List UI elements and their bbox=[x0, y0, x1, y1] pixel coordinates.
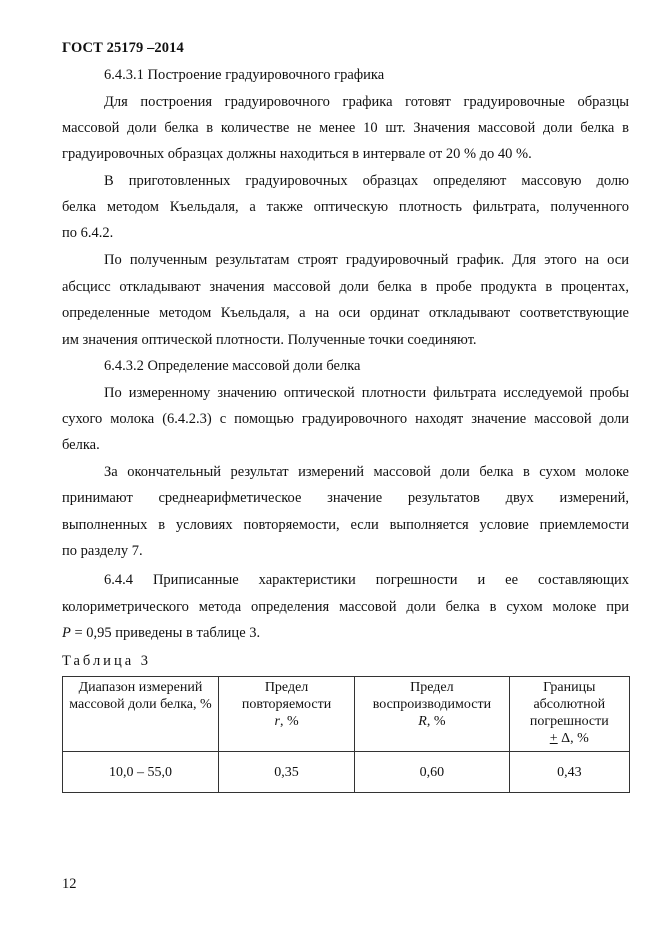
paragraph-line: 6.4.4 Приписанные характеристики погрешности и ее составляющих bbox=[104, 572, 629, 588]
paragraph-line: По полученным результатам строят градуировочный график. Для этого на оси bbox=[104, 252, 629, 268]
paragraph-line: Для построения градуировочного графика готовят градуировочные образцы bbox=[104, 94, 629, 110]
header-text: Предел воспроизводимости bbox=[372, 680, 492, 712]
table-cell: 10,0 – 55,0 bbox=[63, 752, 219, 793]
paragraph-line: по разделу 7. bbox=[62, 543, 143, 559]
table-cell: 0,43 bbox=[509, 752, 629, 793]
paragraph-line: им значения оптической плотности. Полученные точки соединяют. bbox=[62, 332, 477, 348]
section-title-6-4-3-2: 6.4.3.2 Определение массовой доли белка bbox=[104, 358, 361, 374]
header-cell-reproducibility bbox=[355, 677, 509, 752]
paragraph-line: По измеренному значению оптической плотности фильтрата исследуемой пробы bbox=[104, 385, 629, 401]
paragraph-line: массовой доли белка в количестве не менее 10 шт. Значения массовой доли белка в bbox=[62, 120, 629, 136]
paragraph-line: колориметрического метода определения массовой доли белка в сухом молоке при bbox=[62, 599, 629, 615]
probability-symbol: P bbox=[62, 625, 71, 641]
section-title-6-4-3-1: 6.4.3.1 Построение градуировочного графика bbox=[104, 67, 385, 83]
header-text: Границы абсолютной погрешности bbox=[529, 680, 609, 729]
paragraph-line: белка методом Къельдаля, а также оптическую плотность фильтрата, полученного bbox=[62, 199, 629, 215]
paragraph-line: определенные методом Къельдаля, а на оси ординат откладывают соответствующие bbox=[62, 305, 629, 321]
header-text: Предел повторяемости bbox=[241, 680, 332, 712]
header-cell-range bbox=[63, 677, 219, 752]
header-cell-error-bounds bbox=[509, 677, 629, 752]
table-3 bbox=[62, 676, 630, 793]
paragraph-line: по 6.4.2. bbox=[62, 225, 114, 241]
header-unit: , % bbox=[426, 714, 446, 729]
table-cell: 0,35 bbox=[218, 752, 354, 793]
table-header-row bbox=[63, 677, 630, 752]
paragraph-line: абсцисс откладывают значения массовой доли белка в пробе продукта в процентах, bbox=[62, 279, 629, 295]
paragraph-line: принимают среднеарифметическое значение результатов двух измерений, bbox=[62, 490, 629, 506]
table-row bbox=[63, 752, 630, 793]
page-number: 12 bbox=[62, 876, 77, 892]
table-cell: 0,60 bbox=[355, 752, 509, 793]
header-unit: , % bbox=[279, 714, 299, 729]
plus-minus-sign: + bbox=[549, 731, 558, 746]
header-text: Диапазон измерений массовой доли белка, % bbox=[69, 680, 212, 712]
paragraph-line: сухого молока (6.4.2.3) с помощью градуировочного находят значение массовой доли bbox=[62, 411, 629, 427]
paragraph-line: белка. bbox=[62, 437, 100, 453]
paragraph-line: градуировочных образцах должны находиться в интервале от 20 % до 40 %. bbox=[62, 146, 532, 162]
paragraph-line: В приготовленных градуировочных образцах определяют массовую долю bbox=[104, 173, 629, 189]
paragraph-line: выполненных в условиях повторяемости, если выполняется условие приемлемости bbox=[62, 517, 629, 533]
header-symbol: r bbox=[274, 714, 280, 729]
header-symbol: R bbox=[418, 714, 427, 729]
paragraph-line bbox=[62, 624, 629, 642]
document-header: ГОСТ 25179 –2014 bbox=[62, 40, 184, 56]
header-unit: Δ, % bbox=[557, 731, 589, 746]
table-caption: Таблица 3 bbox=[62, 653, 152, 669]
paragraph-line: За окончательный результат измерений массовой доли белка в сухом молоке bbox=[104, 464, 629, 480]
header-cell-repeatability bbox=[218, 677, 354, 752]
paragraph-text: = 0,95 приведены в таблице 3. bbox=[70, 625, 261, 641]
